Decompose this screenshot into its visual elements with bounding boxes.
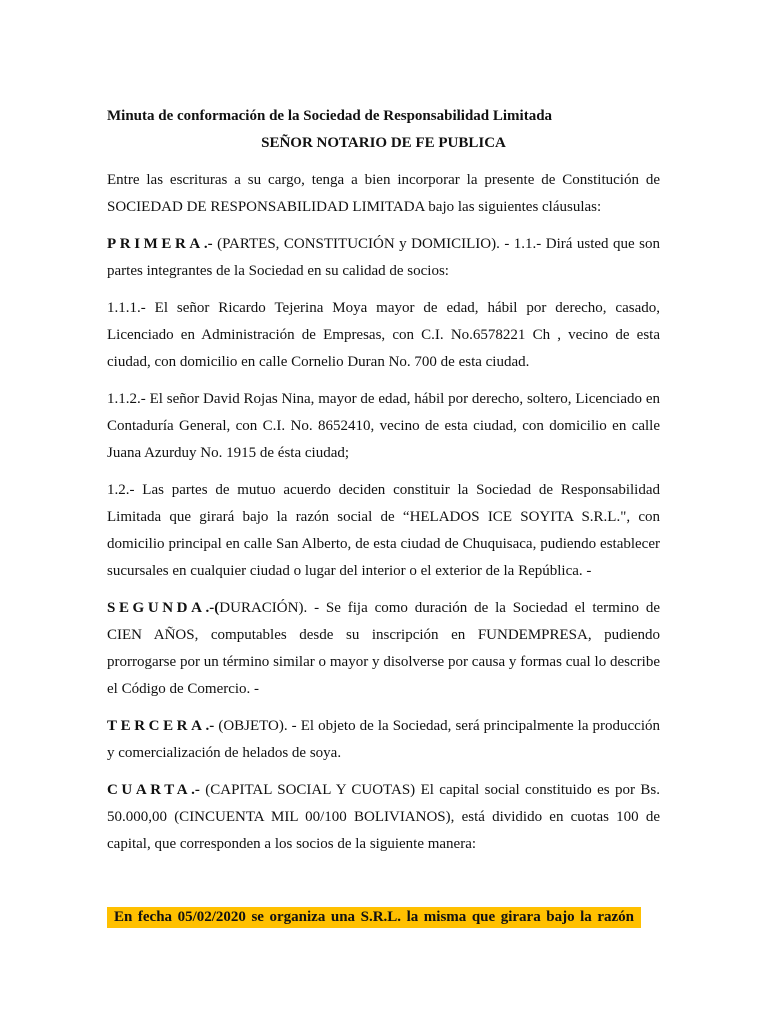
highlight-text: En fecha 05/02/2020 se organiza una S.R.L. la misma que girara bajo la razón: [114, 909, 634, 925]
clause-cuarta-heading: CUARTA: [107, 782, 192, 798]
clause-primera-heading: PRIMERA: [107, 236, 204, 252]
intro-paragraph: Entre las escrituras a su cargo, tenga a bien incorporar la presente de Constitución de SOCIEDAD DE RESPONSABILIDAD LIMITADA bajo las siguientes cláusulas:: [107, 172, 660, 215]
clause-cuarta: [107, 777, 660, 858]
clause-cuarta-text: (CAPITAL SOCIAL Y CUOTAS) El capital social constituido es por Bs. 50.000,00 (CINCUENTA MIL 00/100 BOLIVIANOS), está dividido en cuotas 100 de capital, que corresponden a los socios de la siguiente manera:: [107, 782, 660, 852]
clause-segunda-heading: SEGUNDA: [107, 600, 206, 616]
clause-cuarta-suffix: .-: [191, 782, 200, 798]
paragraph-1-2: 1.2.- Las partes de mutuo acuerdo deciden constituir la Sociedad de Responsabilidad Limitada que girará bajo la razón social de “HELADOS ICE SOYITA S.R.L.", con domicilio principal en calle San Alberto, de esta ciudad de Chuquisaca, pudiendo establecer sucursales en cualquier ciudad o lugar del interior o el exterior de la República. -: [107, 482, 660, 579]
paragraph-1-1-1: 1.1.1.- El señor Ricardo Tejerina Moya mayor de edad, hábil por derecho, casado, Licenciado en Administración de Empresas, con C.I. No.6578221 Ch , vecino de esta ciudad, con domicilio en calle Cornelio Duran No. 700 de esta ciudad.: [107, 300, 660, 370]
clause-tercera-suffix: .-: [205, 718, 215, 734]
clause-tercera: [107, 713, 660, 767]
document-subtitle: SEÑOR NOTARIO DE FE PUBLICA: [261, 135, 506, 151]
clause-tercera-heading: TERCERA: [107, 718, 206, 734]
clause-primera: [107, 231, 660, 285]
clause-segunda-suffix: .-(: [205, 600, 220, 616]
clause-primera-text: (PARTES, CONSTITUCIÓN y DOMICILIO). - 1.1.- Dirá usted que son partes integrantes de la Sociedad en su calidad de socios:: [107, 236, 660, 279]
clause-segunda-text: DURACIÓN). - Se fija como duración de la Sociedad el termino de CIEN AÑOS, computables desde su inscripción en FUNDEMPRESA, pudiendo prorrogarse por un término similar o mayor y disolverse por causa y formas cual lo describe el Código de Comercio. -: [107, 600, 660, 697]
clause-tercera-text: (OBJETO). - El objeto de la Sociedad, será principalmente la producción y comercialización de helados de soya.: [107, 718, 660, 761]
clause-primera-suffix: .-: [203, 236, 213, 252]
paragraph-1-1-2: 1.1.2.- El señor David Rojas Nina, mayor de edad, hábil por derecho, soltero, Licenciado en Contaduría General, con C.I. No. 8652410, vecino de esta ciudad, con domicilio en calle Juana Azurduy No. 1915 de ésta ciudad;: [107, 391, 660, 461]
clause-segunda: [107, 595, 660, 703]
document-title: Minuta de conformación de la Sociedad de Responsabilidad Limitada: [107, 108, 553, 124]
